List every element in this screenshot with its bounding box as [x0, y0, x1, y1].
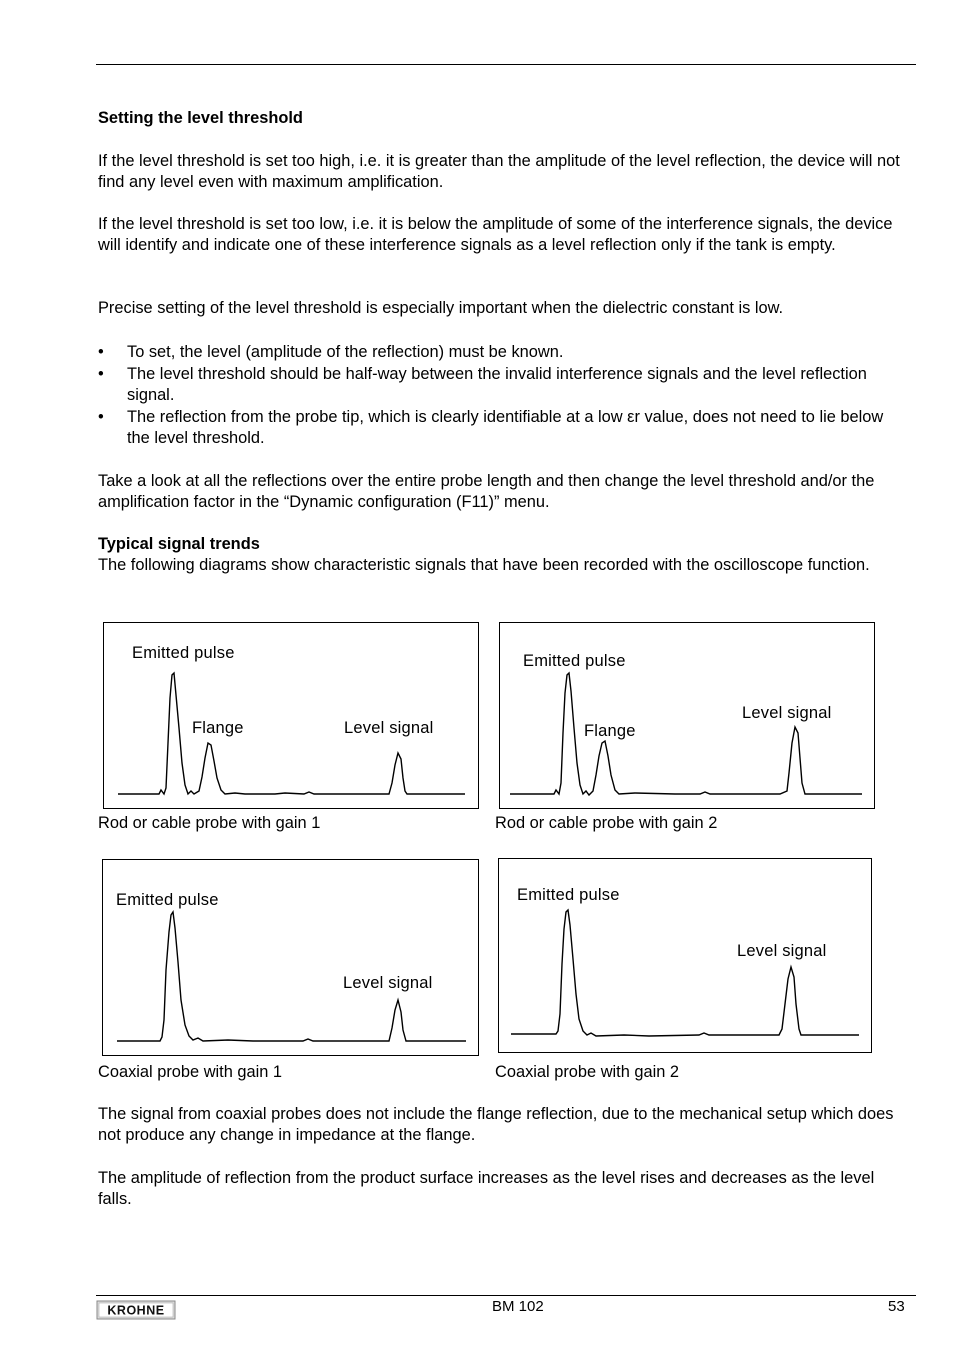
bullet-text: The level threshold should be half-way between the invalid interference signals and the level reflection signal.: [127, 365, 867, 404]
figure-coax-gain-2: [498, 858, 872, 1053]
paragraph-diagrams-intro: The following diagrams show characteristic signals that have been recorded with the oscilloscope function.: [98, 556, 870, 574]
caption-coax-gain-1: Coaxial probe with gain 1: [98, 1063, 283, 1081]
label-level-signal: Level signal: [742, 704, 832, 722]
caption-coax-gain-2: Coaxial probe with gain 2: [495, 1063, 680, 1081]
bullet-marker: •: [98, 365, 104, 383]
bullet-text: The reflection from the probe tip, which is clearly identifiable at a low εr value, does not need to lie below the level threshold.: [127, 408, 884, 447]
bullet-list: [98, 342, 908, 450]
paragraph-reflections: Take a look at all the reflections over the entire probe length and then change the level threshold and/or the amplification factor in the “Dynamic configuration (F11)” menu.: [98, 472, 875, 511]
label-level-signal: Level signal: [343, 974, 433, 992]
figure-rod-gain-2: [499, 622, 875, 809]
paragraph-coaxial-flange: The signal from coaxial probes does not include the flange reflection, due to the mechanical setup which does not produce any change in impedance at the flange.: [98, 1105, 894, 1144]
label-emitted-pulse: Emitted pulse: [132, 644, 235, 662]
krohne-logo: [96, 1299, 176, 1321]
label-level-signal: Level signal: [737, 942, 827, 960]
paragraph-precise-setting: Precise setting of the level threshold is especially important when the dielectric constant is low.: [98, 299, 784, 317]
section-heading-signal-trends: Typical signal trends: [98, 535, 260, 553]
caption-rod-gain-1: Rod or cable probe with gain 1: [98, 814, 321, 832]
list-item: [98, 364, 908, 406]
bullet-text: To set, the level (amplitude of the reflection) must be known.: [127, 343, 564, 361]
caption-rod-gain-2: Rod or cable probe with gain 2: [495, 814, 718, 832]
figure-rod-gain-1: [103, 622, 479, 809]
label-emitted-pulse: Emitted pulse: [523, 652, 626, 670]
list-item: [98, 342, 908, 363]
paragraph-threshold-high: If the level threshold is set too high, i.e. it is greater than the amplitude of the level reflection, the device will not find any level even with maximum amplification.: [98, 152, 900, 191]
label-emitted-pulse: Emitted pulse: [116, 891, 219, 909]
footer-page-number: 53: [888, 1298, 905, 1315]
bullet-marker: •: [98, 343, 104, 361]
label-flange: Flange: [192, 719, 244, 737]
footer-rule: [96, 1295, 916, 1296]
label-emitted-pulse: Emitted pulse: [517, 886, 620, 904]
label-flange: Flange: [584, 722, 636, 740]
paragraph-threshold-low: If the level threshold is set too low, i.e. it is below the amplitude of some of the interference signals, the device will identify and indicate one of these interference signals as a level reflection only if the tank is empty.: [98, 215, 893, 254]
header-rule: [96, 64, 916, 65]
bullet-marker: •: [98, 408, 104, 426]
footer-doc-id: BM 102: [492, 1298, 544, 1315]
paragraph-amplitude-level: The amplitude of reflection from the product surface increases as the level rises and decreases as the level falls.: [98, 1169, 875, 1208]
figure-coax-gain-1: [102, 859, 479, 1056]
list-item: [98, 407, 908, 449]
signal-trace-coax-gain-1: [103, 860, 478, 1055]
section-heading-threshold: Setting the level threshold: [98, 109, 303, 127]
logo-wordmark: KROHNE: [107, 1303, 165, 1318]
label-level-signal: Level signal: [344, 719, 434, 737]
